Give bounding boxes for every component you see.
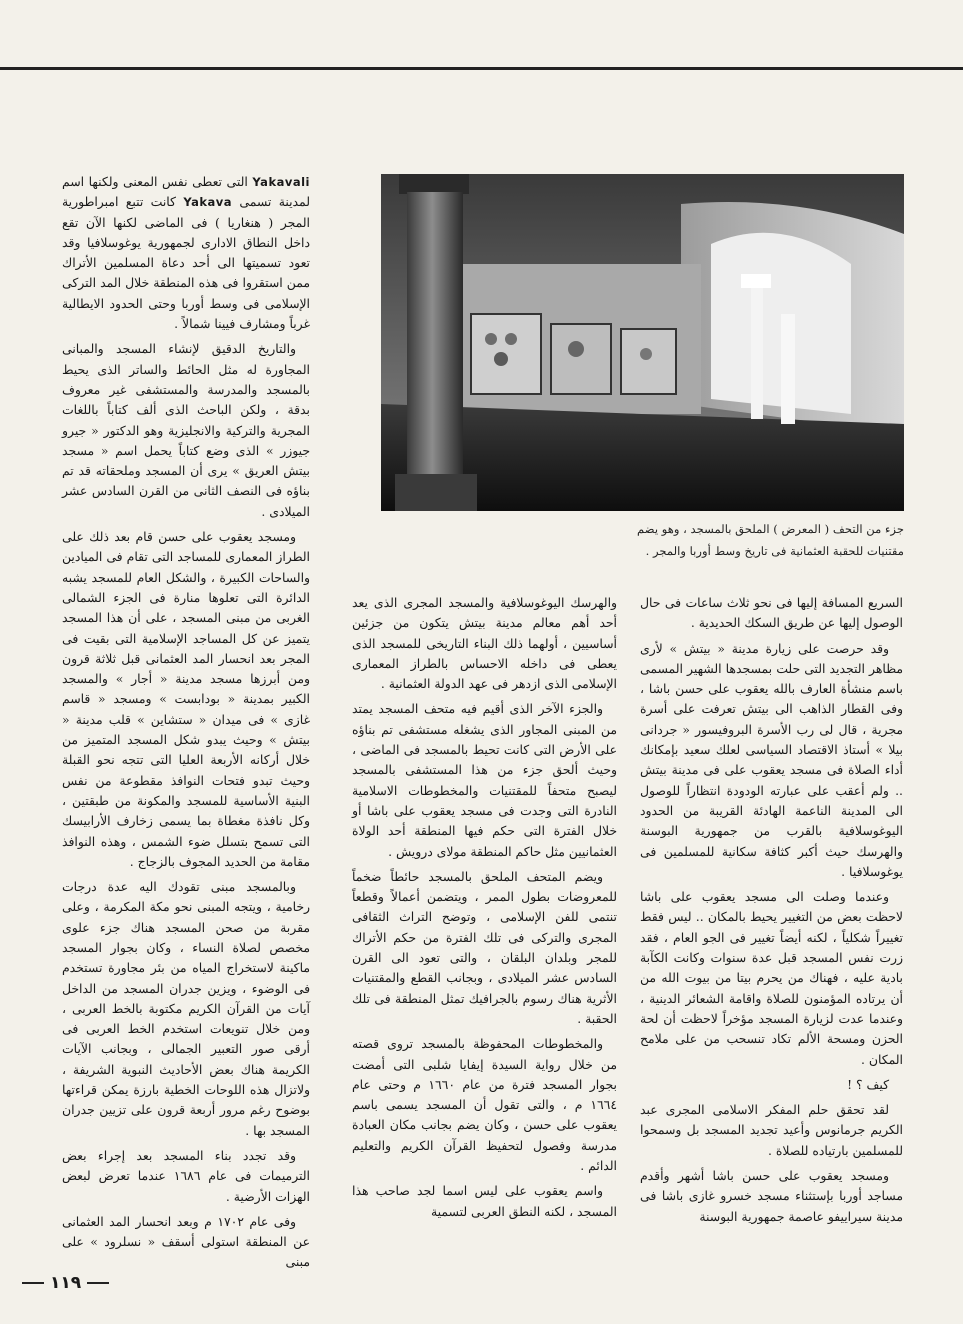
- paragraph: وقد حرصت على زيارة مدينة « بيتش » لأرى مظاهر التجديد التى حلت بمسجدها الشهير المسمى باسم منشأة العارف بالله يعقوب على حسن باشا ، وفى القطار الذاهب الى بيتش تعرفت على أسرة مجرية ، قال لى رب الأسرة البروفيسور « جردانى بيلا » أستاذ الاقتصاد السياسى لعلك سعيد بإمكانك أداء الصلاة فى مسجد يعقوب على فى مدينة بيتش .. ولم أعقب على عبارته الودودة انتظاراً للوصول الى المدينة الناعمة الهادئة القريبة من الحدود اليوغوسلافية بالقرب من جمهورية البوسنة والهرسك حيث أكبر كثافة سكانية للمسلمين فى يوغوسلافيا .: [640, 640, 903, 879]
- paragraph: ومسجد يعقوب على حسن قام بعد ذلك على الطراز المعمارى للمساجد التى تقام فى الميادين والساحات الكبيرة ، والشكل العام للمسجد يشبه الدائرة التى تعلوها منارة فى الجزء الشمالى الغربى من مبنى المسجد ، على أن هذا المسجد يتميز عن كل المساجد الإسلامية التى بقيت فى المجر بعد انحسار المد العثمانى قبل ثلاثة قرون ومن أبرزها مسجد مدينة « أجار » والمسجد الكبير بمدينة « بودابست » ومسجد « قاسم غازى » فى ميدان « ستشاين » قلب مدينة « بيتش » وحيث يبدو شكل المسجد المتميز من خلال أركانه الأربعة العليا التى تتجه نحو القبلة وحيث تبدو فتحات النوافذ مقطوعة من نفس البنية الأساسية للمسجد والمكونة من طبقتين ، وكل نافذة مغطاة بما يسمى زخارف الأرابيسك التى تسمح بتسلل ضوء الشمس ، وهذه النوافذ مقامة من الحديد المجوف بالزجاج .: [62, 529, 310, 869]
- latin-term: Yakava: [183, 195, 233, 210]
- paragraph: وبالمسجد مبنى تقودك اليه عدة درجات رخامية ، ويتجه المبنى نحو مكة المكرمة ، وعلى مقربة من صحن المسجد هناك جزء علوى مخصص لصلاة النساء ، وكان بجوار المسجد ماكينة لاستخراج المياه من بئر مجاورة تستخدم فى الوضوء ، ويزين جدران المسجد من الداخل آيات من القرآن الكريم مكتوبة بالخط العربى ، ومن خلال تنويعات استخدم الخط العربى فى أرقى صور التعبير الجمالى ، وبجانب الآيات الكريمة هناك بعض الأحاديث النبوية الشريفة ، ولاتزال هذه اللوحات الخطية بارزة يمكن قراءتها بوضوح رغم مرور أربعة قرون على تزيين جدران المسجد بها .: [62, 879, 310, 1138]
- page-number: [22, 1270, 132, 1296]
- dash-right: [87, 1282, 109, 1284]
- paragraph: والهرسك اليوغوسلافية والمسجد المجرى الذى يعد أحد أهم معالم مدينة بيتش يتكون من جزئين أساسيين ، أولهما ذلك البناء التاريخى للمسجد الذى يعطى فى داخله الاحساس بالطراز المعمارى الإسلامى الذى ازدهر فى عهد الدولة العثمانية .: [352, 595, 617, 692]
- caption-line-1: جزء من التحف ( المعرض ) الملحق بالمسجد ، وهو يضم: [637, 522, 904, 536]
- paragraph: وعندما وصلت الى مسجد يعقوب على باشا لاحظت بعض من التغيير يحيط بالمكان .. ليس فقط تغييراً شكلياً ، لكنه أيضاً تغيير فى الجو العام ، فقد زرت نفس المسجد قبل عدة سنوات وكانت الكآبة بادية عليه ، فهناك من يحرم بيتا من بيوت الله من أن يرتاده المؤمنون للصلاة واقامة الشعائر الدينية ، وعندما عدت لزيارة المسجد مؤخراً لاحظت أن لحة الحزن ومسحة الألم تكاد تنسحب من على ملامح المكان .: [640, 889, 903, 1067]
- top-rule: [0, 67, 963, 70]
- paragraph: ومسجد يعقوب على حسن باشا أشهر وأقدم مساجد أوربا بإستثناء مسجد خسرو غازى باشا فى مدينة سيراييفو عاصمة جمهورية البوسنة: [640, 1168, 903, 1224]
- paragraph: واسم يعقوب على ليس اسما لجد صاحب هذا المسجد ، لكنه النطق العربى لتسمية: [352, 1183, 617, 1219]
- paragraph: والتاريخ الدقيق لإنشاء المسجد والمبانى المجاورة له مثل الحائط والساتر الذى يحيط بالمسجد والمدرسة والمستشفى غير معروف بدقة ، ولكن الباحث الذى ألف كتاباً باللغات المجرية والتركية والانجليزية وهو الدكتور « جيرو جيوزر » الذى وضع كتاباً يحمل اسم « مسجد بيتش العريق » يرى أن المسجد وملحقاته قد تم بناؤه فى النصف الثانى من القرن السادس عشر الميلادى .: [62, 341, 310, 519]
- article-column-right: [640, 593, 903, 1240]
- article-column-middle: [352, 593, 617, 1240]
- paragraph: لقد تحقق حلم المفكر الاسلامى المجرى عبد الكريم جرمانوس وأعيد تجديد المسجد بل وسمحوا للمسلمين بارتياده للصلاة .: [640, 1102, 903, 1158]
- paragraph: السريع المسافة إليها فى نحو ثلاث ساعات فى حال الوصول إليها عن طريق السكك الحديدية .: [640, 595, 903, 631]
- museum-photo: [381, 174, 904, 511]
- article-column-left: [62, 172, 310, 1270]
- page-number-text: ١١٩: [50, 1273, 82, 1293]
- paragraph: ويضم المتحف الملحق بالمسجد حائطاً ضخماً للمعروضات بطول الممر ، ويتضمن أعمالاً وقطعاً تنتمى للفن الإسلامى ، وتوضح التراث الثقافى المجرى والتركى فى تلك الفترة من حكم الأتراك للمجر وبلدان البلقان ، والتى تعود الى القرن السادس عشر الميلادى ، وبجانب القطع والمقتنيات الأثرية هناك رسوم بالجرافيك تمثل المنطقة فى تلك الحقبة .: [352, 868, 617, 1026]
- dash-left: [22, 1282, 44, 1284]
- paragraph: وقد تجدد بناء المسجد بعد إجراء بعض الترميمات فى عام ١٦٨٦ عندما تعرض لبعض الهزات الأرضية .: [62, 1147, 310, 1204]
- paragraph: Yakavali التى تعطى نفس المعنى ولكنها اسم لمدينة تسمى Yakava كانت تتبع امبراطورية المجر ( هنغاريا ) فى الماضى لكنها الآن تقع داخل النطاق الادارى لجمهورية يوغوسلافيا وقد تعود تسميتها الى أحد دعاة المسلمين الأتراك ممن استقروا فى هذه المنطقة خلال المد التركى الإسلامى فى وسط أوربا وحتى الحدود الايطالية غرباً ومشارف فيينا شمالاً .: [62, 174, 310, 332]
- paragraph: وفى عام ١٧٠٢ م وبعد انحسار المد العثمانى عن المنطقة استولى أسقف « نسلرود » على مبنى: [62, 1213, 310, 1270]
- caption-line-2: مقتنيات للحقبة العثمانية فى تاريخ وسط أوربا والمجر .: [645, 544, 904, 558]
- latin-term: Yakavali: [252, 175, 310, 189]
- photo-caption: [381, 518, 904, 562]
- paragraph: والجزء الآخر الذى أقيم فيه متحف المسجد يمتد من المبنى المجاور الذى يشغله مستشفى تم بناؤه على الأرض التى كانت تحيط بالمسجد فى الماضى ، وحيث ألحق جزء من هذا المستشفى بالمسجد ليصبح متحفاً للمقتنيات والمخطوطات الاسلامية النادرة التى وجدت فى مسجد يعقوب على باشا أو خلال الفترة التى حكم فيها المنطقة أحد الولاة العثمانيين مثل حاكم المنطقة مولاى درويش .: [352, 701, 617, 859]
- paragraph: كيف ؟ !: [847, 1076, 889, 1092]
- paragraph: والمخطوطات المحفوظة بالمسجد تروى قصته من خلال رواية السيدة إيفايا شلبى التى أمضت بجوار المسجد فترة من عام ١٦٦٠ م وحتى عام ١٦٦٤ م ، والتى تقول أن المسجد يسمى باسم يعقوب على حسن ، وكان يضم بجانب مكان العبادة مدرسة وفصول لتحفيظ القرآن الكريم والتعليم الدائم .: [352, 1036, 617, 1174]
